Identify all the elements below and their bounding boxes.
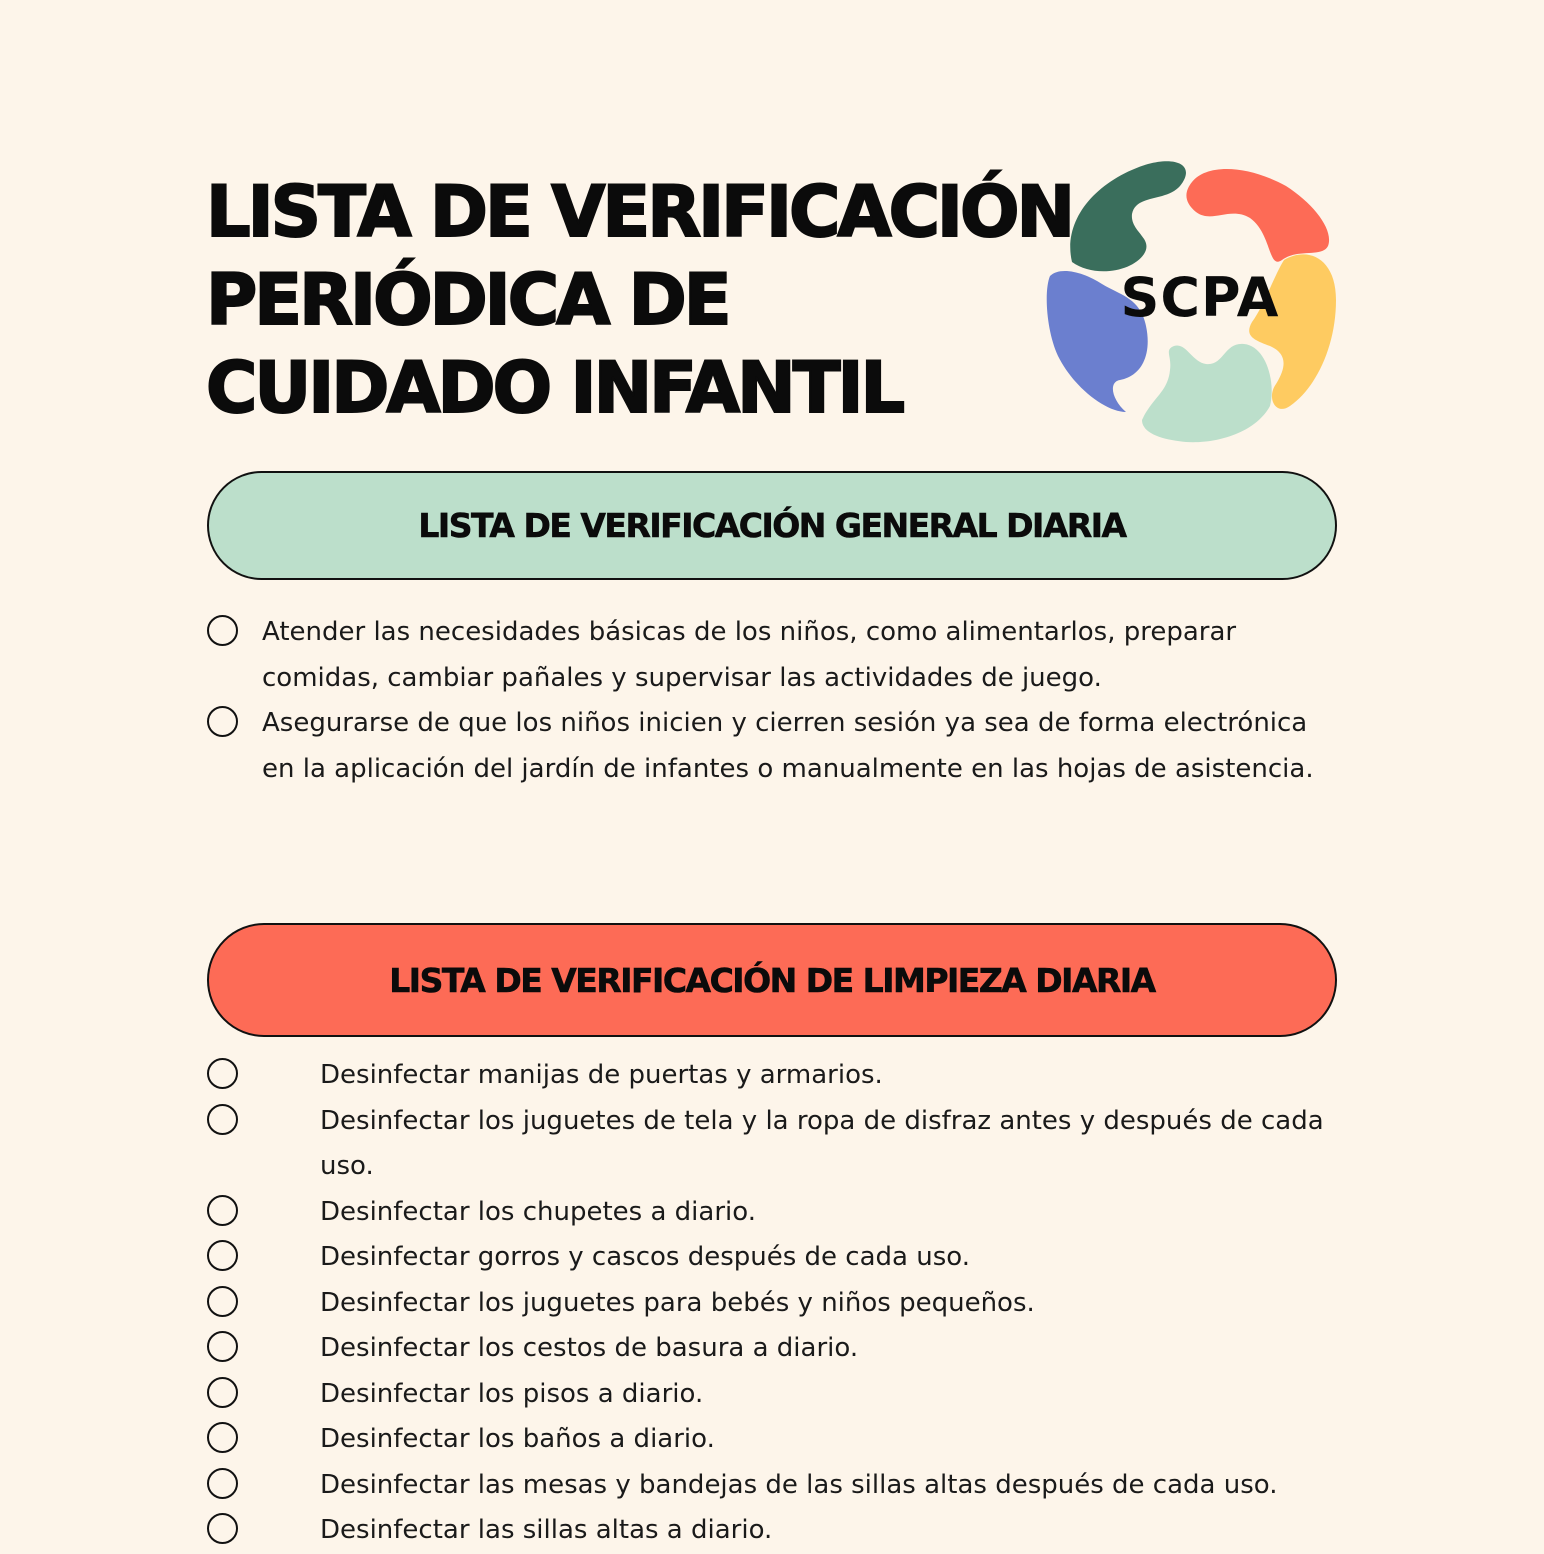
checkbox[interactable] [207,1286,238,1317]
checklist-item [206,1463,1336,1509]
cleaning-section-header [207,923,1337,1037]
checklist-item [206,1372,1336,1418]
checklist-item-text: Desinfectar gorros y cascos después de cada uso. [320,1242,970,1272]
checklist-item [206,1190,1336,1236]
general-section-header [207,471,1337,580]
checklist-item-text: Desinfectar los chupetes a diario. [320,1196,756,1227]
title-line-1: LISTA DE VERIFICACIÓN [206,171,1073,253]
title-line-3: CUIDADO INFANTIL [206,347,903,429]
checkbox[interactable] [207,1104,238,1135]
logo-text: SCPA [1120,265,1280,329]
checkbox[interactable] [207,706,238,737]
checklist-item [206,1326,1336,1372]
checkbox[interactable] [207,615,238,646]
checklist-item-text: Desinfectar los baños a diario. [320,1424,715,1454]
title-line-2: PERIÓDICA DE [206,259,729,341]
cleaning-checklist [206,1053,1336,1554]
checkbox[interactable] [207,1377,238,1408]
checkbox[interactable] [207,1422,238,1453]
checklist-item-text: Asegurarse de que los niños inicien y cierren sesión ya sea de forma electrónica en la aplicación del jardín de infantes o manualmente en las hojas de asistencia. [262,708,1314,784]
scpa-logo [1046,150,1340,444]
checkbox[interactable] [207,1195,238,1226]
general-checklist [206,610,1336,792]
checkbox[interactable] [207,1331,238,1362]
checklist-item [206,1508,1336,1554]
checklist-item [206,1099,1336,1190]
checklist-item [206,1053,1336,1099]
checkbox[interactable] [207,1058,238,1089]
checkbox[interactable] [207,1468,238,1499]
checklist-item-text: Atender las necesidades básicas de los niños, como alimentarlos, preparar comidas, cambiar pañales y supervisar las actividades de juego. [262,617,1237,693]
checklist-item [206,1281,1336,1327]
checklist-item-text: Desinfectar manijas de puertas y armarios. [320,1060,883,1090]
checklist-item-text: Desinfectar los juguetes de tela y la ropa de disfraz antes y después de cada uso. [320,1105,1324,1181]
checklist-item-text: Desinfectar las sillas altas a diario. [320,1515,773,1545]
general-section-heading: LISTA DE VERIFICACIÓN GENERAL DIARIA [418,506,1126,545]
checklist-item-text: Desinfectar los juguetes para bebés y niños pequeños. [320,1287,1035,1318]
checkbox[interactable] [207,1513,238,1544]
checklist-item [206,701,1336,792]
checklist-item [206,610,1336,701]
checklist-item-text: Desinfectar las mesas y bandejas de las sillas altas después de cada uso. [320,1469,1278,1500]
checkbox[interactable] [207,1240,238,1271]
checklist-item [206,1235,1336,1281]
cleaning-section-heading: LISTA DE VERIFICACIÓN DE LIMPIEZA DIARIA [389,960,1155,1000]
checklist-item-text: Desinfectar los cestos de basura a diario. [320,1333,859,1363]
checklist-item [206,1417,1336,1463]
checklist-item-text: Desinfectar los pisos a diario. [320,1378,704,1409]
page-title [206,168,1073,432]
